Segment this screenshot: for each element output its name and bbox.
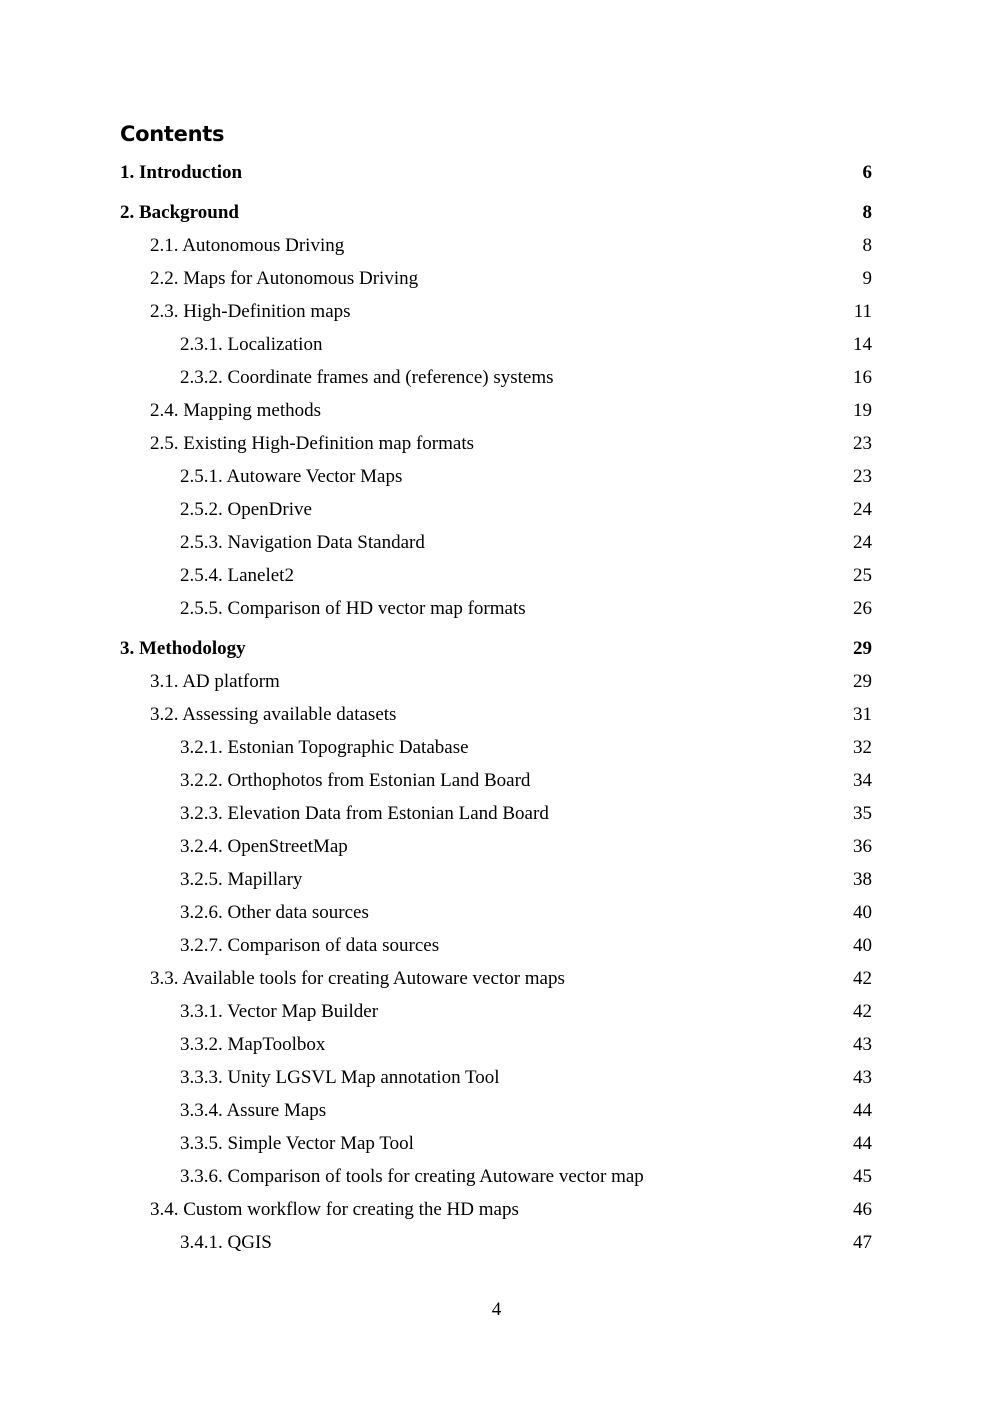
toc-entry-title: 3.4.1. QGIS <box>180 1232 272 1253</box>
toc-entry[interactable] <box>120 364 872 392</box>
toc-entry-page: 6 <box>862 162 872 183</box>
toc-entry-title: 2. Background <box>120 202 239 223</box>
toc-entry-page: 42 <box>853 968 872 989</box>
toc-entry[interactable] <box>120 397 872 425</box>
toc-entry[interactable] <box>120 998 872 1026</box>
toc-entry[interactable] <box>120 199 872 227</box>
toc-entry-page: 8 <box>862 202 872 223</box>
toc-entry[interactable] <box>120 298 872 326</box>
toc-entry-page: 23 <box>853 433 872 454</box>
toc-entry-title: 2.4. Mapping methods <box>150 400 321 421</box>
toc-entry-title: 2.5.3. Navigation Data Standard <box>180 532 425 553</box>
toc-entry-page: 40 <box>853 935 872 956</box>
toc-entry[interactable] <box>120 1229 872 1257</box>
toc-entry-page: 8 <box>862 235 872 256</box>
toc-entry-page: 34 <box>853 770 872 791</box>
toc-entry-page: 45 <box>853 1166 872 1187</box>
toc-entry[interactable] <box>120 767 872 795</box>
toc-entry[interactable] <box>120 734 872 762</box>
toc-entry-title: 3.1. AD platform <box>150 671 280 692</box>
toc-entry[interactable] <box>120 899 872 927</box>
toc-entry[interactable] <box>120 1064 872 1092</box>
toc-entry[interactable] <box>120 463 872 491</box>
toc-entry-page: 9 <box>862 268 872 289</box>
toc-entry-page: 25 <box>853 565 872 586</box>
toc-entry-title: 2.3.1. Localization <box>180 334 323 355</box>
toc-entry[interactable] <box>120 1031 872 1059</box>
toc-entry-title: 3.2.6. Other data sources <box>180 902 369 923</box>
toc-entry-title: 2.3. High-Definition maps <box>150 301 351 322</box>
toc-entry-title: 3.2.7. Comparison of data sources <box>180 935 440 956</box>
toc-entry-title: 3.2.4. OpenStreetMap <box>180 836 348 857</box>
toc-entry[interactable] <box>120 232 872 260</box>
toc-entry[interactable] <box>120 159 872 187</box>
toc-entry-title: 3.3.2. MapToolbox <box>180 1034 326 1055</box>
toc-entry-title: 3.4. Custom workflow for creating the HD maps <box>150 1199 519 1220</box>
toc-entry-page: 31 <box>853 704 872 725</box>
toc-entry-title: 3.2.5. Mapillary <box>180 869 303 890</box>
toc-entry[interactable] <box>120 932 872 960</box>
toc-entry-title: 2.5.5. Comparison of HD vector map formats <box>180 598 526 619</box>
toc-entry-page: 26 <box>853 598 872 619</box>
toc-entry-page: 44 <box>853 1133 872 1154</box>
toc-entry-page: 29 <box>853 671 872 692</box>
page-title: Contents <box>120 122 225 146</box>
toc-entry-title: 3.3.4. Assure Maps <box>180 1100 327 1121</box>
toc-entry-page: 24 <box>853 499 872 520</box>
toc-entry[interactable] <box>120 562 872 590</box>
toc-entry[interactable] <box>120 833 872 861</box>
toc-entry[interactable] <box>120 529 872 557</box>
toc-entry-title: 3.3.5. Simple Vector Map Tool <box>180 1133 414 1154</box>
toc-entry[interactable] <box>120 595 872 623</box>
toc-entry-page: 40 <box>853 902 872 923</box>
toc-entry[interactable] <box>120 1097 872 1125</box>
toc-entry[interactable] <box>120 866 872 894</box>
toc-entry[interactable] <box>120 1196 872 1224</box>
toc-entry-page: 11 <box>853 301 872 322</box>
toc-entry-page: 29 <box>853 638 872 659</box>
toc-entry-page: 35 <box>853 803 872 824</box>
toc-entry-title: 3.3.6. Comparison of tools for creating Autoware vector map <box>180 1166 644 1187</box>
toc-entry-title: 2.5.4. Lanelet2 <box>180 565 294 586</box>
toc-entry-title: 3.3.1. Vector Map Builder <box>180 1001 379 1022</box>
toc-entry-page: 43 <box>853 1067 872 1088</box>
toc-entry-title: 2.1. Autonomous Driving <box>150 235 345 256</box>
toc-entry-page: 14 <box>853 334 872 355</box>
toc-entry[interactable] <box>120 635 872 663</box>
toc-entry-page: 16 <box>853 367 872 388</box>
toc-entry[interactable] <box>120 701 872 729</box>
toc-entry[interactable] <box>120 265 872 293</box>
toc-entry-page: 38 <box>853 869 872 890</box>
toc-entry-page: 43 <box>853 1034 872 1055</box>
toc-entry-page: 46 <box>853 1199 872 1220</box>
toc-entry-title: 3. Methodology <box>120 638 246 659</box>
toc-entry-title: 2.5. Existing High-Definition map formats <box>150 433 475 454</box>
toc-entry-title: 1. Introduction <box>120 162 243 183</box>
toc-entry[interactable] <box>120 965 872 993</box>
toc-entry-page: 32 <box>853 737 872 758</box>
toc-entry-title: 3.3. Available tools for creating Autoware vector maps <box>150 968 565 989</box>
toc-entry-page: 47 <box>853 1232 872 1253</box>
toc-entry[interactable] <box>120 496 872 524</box>
toc-entry-title: 2.3.2. Coordinate frames and (reference) systems <box>180 367 554 388</box>
toc-entry[interactable] <box>120 430 872 458</box>
toc-entry-page: 24 <box>853 532 872 553</box>
toc-entry-page: 23 <box>853 466 872 487</box>
toc-entry-page: 19 <box>853 400 872 421</box>
toc-entry-title: 2.5.1. Autoware Vector Maps <box>180 466 403 487</box>
toc-entry[interactable] <box>120 331 872 359</box>
toc-entry-page: 42 <box>853 1001 872 1022</box>
toc-entry[interactable] <box>120 668 872 696</box>
toc-entry-title: 2.2. Maps for Autonomous Driving <box>150 268 419 289</box>
toc-entry-title: 3.2.3. Elevation Data from Estonian Land Board <box>180 803 549 824</box>
toc-entry[interactable] <box>120 1130 872 1158</box>
toc-entry-title: 2.5.2. OpenDrive <box>180 499 312 520</box>
page-number: 4 <box>491 1299 502 1320</box>
toc-entry-title: 3.2.2. Orthophotos from Estonian Land Board <box>180 770 531 791</box>
toc-entry-page: 44 <box>853 1100 872 1121</box>
toc-entry-title: 3.3.3. Unity LGSVL Map annotation Tool <box>180 1067 500 1088</box>
toc-entry-title: 3.2.1. Estonian Topographic Database <box>180 737 469 758</box>
toc-entry-title: 3.2. Assessing available datasets <box>150 704 397 725</box>
toc-entry-page: 36 <box>853 836 872 857</box>
toc-entry[interactable] <box>120 800 872 828</box>
toc-entry[interactable] <box>120 1163 872 1191</box>
